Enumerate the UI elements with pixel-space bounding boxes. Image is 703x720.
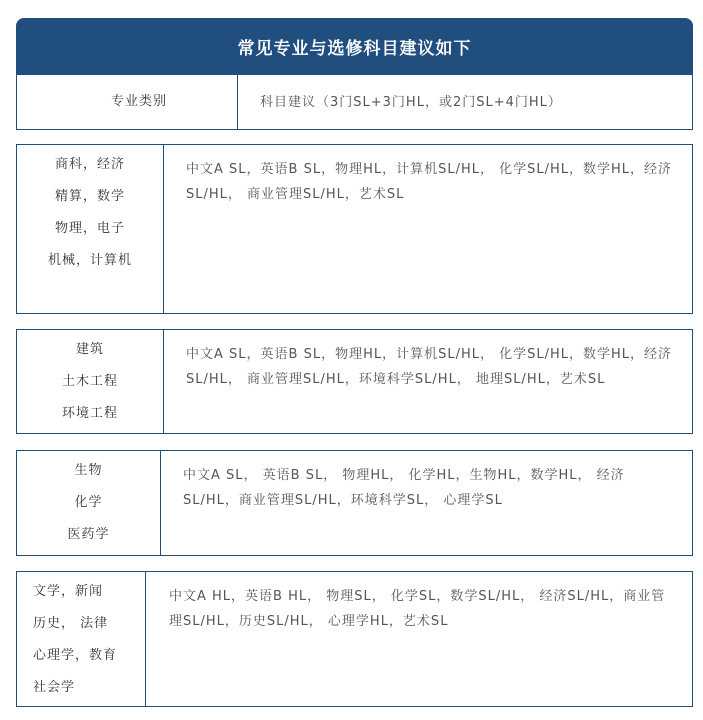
category-cell: [17, 572, 146, 706]
category-line: 机械，计算机: [47, 253, 132, 268]
subjects-text: 中文A SL，英语B SL，物理HL，计算机SL/HL， 化学SL/HL，数学HL，经济SL/HL， 商业管理SL/HL，环境科学SL/HL， 地理SL/HL，艺术SL: [186, 347, 673, 387]
subjects-cell: [147, 572, 692, 706]
category-cell: [17, 451, 161, 555]
subjects-header: 科目建议（3门SL+3门HL，或2门SL+4门HL）: [260, 94, 562, 110]
subjects-cell: [164, 145, 692, 313]
subjects-cell: [164, 330, 692, 433]
category-line: 生物: [74, 463, 103, 478]
subjects-text: 中文A SL，英语B SL，物理HL，计算机SL/HL， 化学SL/HL，数学HL，经济SL/HL， 商业管理SL/HL，艺术SL: [186, 162, 673, 202]
table-row: [16, 571, 693, 707]
column-header-row: [16, 74, 693, 130]
category-line: 化学: [74, 495, 103, 510]
category-line: 心理学，教育: [33, 648, 118, 663]
category-line: 商科，经济: [54, 157, 125, 172]
category-header-cell: [17, 75, 238, 129]
category-line: 文学，新闻: [33, 584, 104, 599]
table-title: 常见专业与选修科目建议如下: [237, 38, 472, 59]
category-line: 建筑: [75, 342, 104, 357]
category-line: 医药学: [67, 527, 110, 542]
category-line: 物理，电子: [54, 221, 125, 236]
category-cell: [17, 145, 164, 313]
table-card: [16, 18, 693, 708]
category-header: 专业类别: [110, 94, 167, 109]
table-row: [16, 329, 693, 434]
subjects-text: 中文A HL，英语B HL， 物理SL， 化学SL，数学SL/HL， 经济SL/HL，商业管理SL/HL，历史SL/HL， 心理学HL，艺术SL: [169, 589, 666, 629]
table-row: [16, 450, 693, 556]
table-header: [16, 18, 693, 74]
category-line: 历史， 法律: [33, 616, 109, 631]
subjects-text: 中文A SL， 英语B SL， 物理HL， 化学HL，生物HL，数学HL， 经济SL/HL，商业管理SL/HL，环境科学SL， 心理学SL: [183, 468, 625, 508]
subjects-header-cell: [238, 75, 692, 129]
category-line: 环境工程: [61, 406, 118, 421]
category-line: 精算，数学: [54, 189, 125, 204]
table-row: [16, 144, 693, 314]
subjects-cell: [161, 451, 692, 555]
category-line: 社会学: [33, 680, 76, 695]
category-cell: [17, 330, 164, 433]
category-line: 土木工程: [61, 374, 118, 389]
